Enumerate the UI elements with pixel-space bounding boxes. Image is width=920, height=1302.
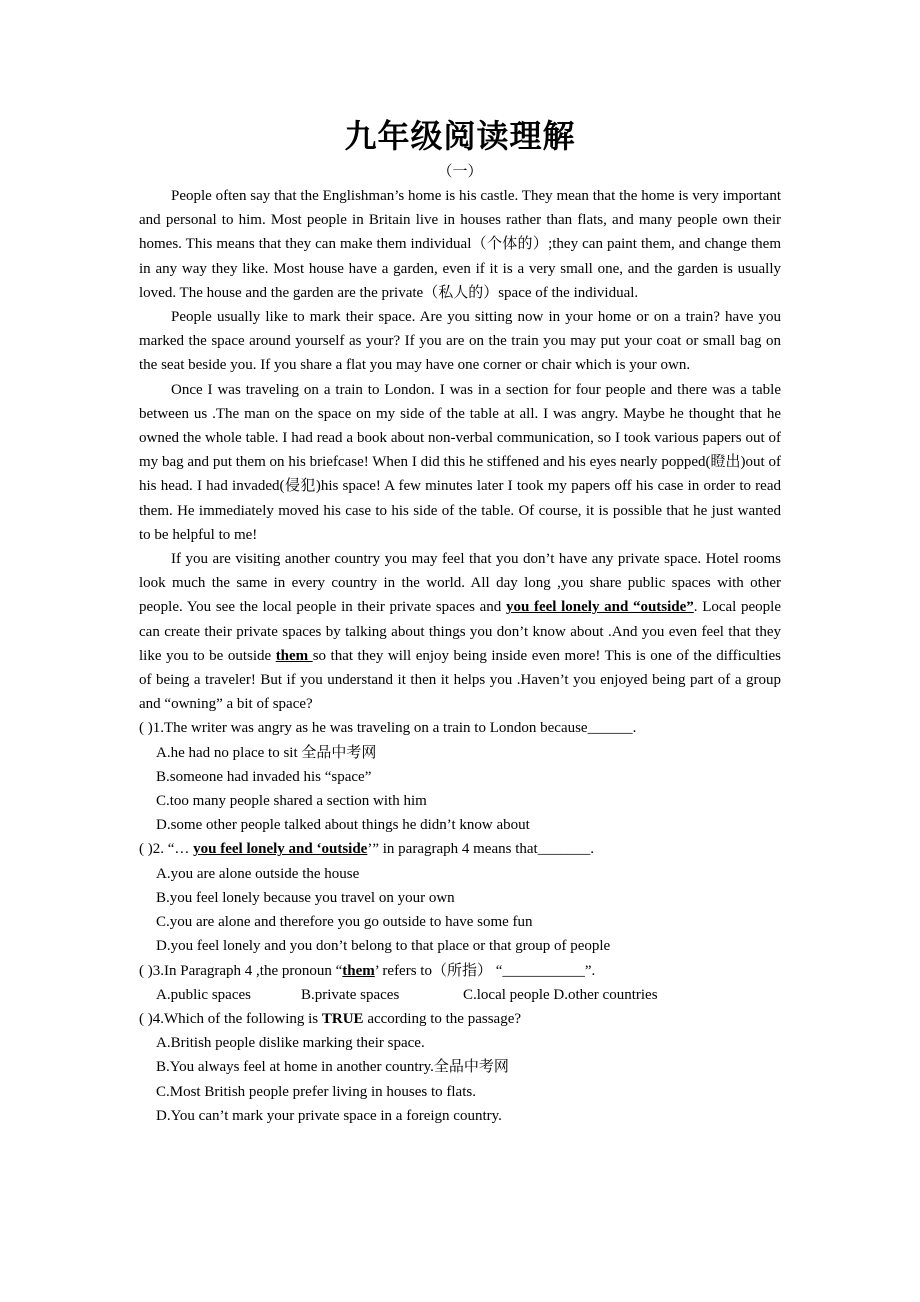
question-2-stem — [139, 837, 781, 861]
question-2-option-c: C.you are alone and therefore you go outside to have some fun — [156, 914, 533, 931]
paragraph-2: People usually like to mark their space. Are you sitting now in your home or on a train? have you marked the space around yourself as your? If you are on the train you may put your coat or small bag on the seat beside you. If you share a flat you may have one corner or chair which is your own. — [139, 309, 781, 374]
paragraph-4-text-c: so that they will enjoy being inside even more! This is one of the difficulties of being a traveler! But if you understand it then it helps you .Haven’t you enjoyed being part of a group and “owning” a bit of space? — [139, 647, 781, 713]
underlined-word-them: them — [275, 647, 313, 664]
page-title: 九年级阅读理解 — [344, 117, 576, 155]
question-3-option-a: A.public spaces — [156, 986, 251, 1003]
question-3-stem — [139, 959, 781, 983]
question-2-option-d: D.you feel lonely and you don’t belong to that place or that group of people — [156, 938, 611, 955]
question-3-option-c: C.local people — [463, 986, 550, 1003]
document-page — [139, 112, 781, 1128]
underlined-phrase-lonely: you feel lonely and “outside” — [505, 599, 694, 616]
question-3-stem-pre: ( )3.In Paragraph 4 ,the pronoun “ — [139, 962, 343, 979]
question-3-options — [156, 983, 781, 1007]
question-4-option-a: A.British people dislike marking their space. — [156, 1035, 425, 1052]
question-3-option-b: B.private spaces — [301, 986, 400, 1003]
question-4-option-c: C.Most British people prefer living in houses to flats. — [156, 1083, 476, 1100]
question-1-option-a: A.he had no place to sit 全品中考网 — [156, 744, 377, 761]
question-4-stem — [139, 1007, 781, 1031]
question-3-underlined-word: them — [342, 962, 375, 979]
question-4-stem-post: according to the passage? — [363, 1010, 522, 1027]
question-4-option-b: B.You always feel at home in another country.全品中考网 — [156, 1059, 509, 1076]
question-2-stem-pre: ( )2. “… — [139, 841, 194, 858]
paragraph-3: Once I was traveling on a train to London. I was in a section for four people and there was a table between us .The man on the space on my side of the table at all. I was angry. Maybe he thought that he owned the whole table. I had read a book about non-verbal communication, so I took various papers out of my bag and put them on his briefcase! When I did this he stiffened and his eyes nearly popped(瞪出)out of his head. I had invaded(侵犯)his space! A few minutes later I took my papers off his case in order to read them. He immediately moved his case to his side of the table. Of course, it is possible that he just wanted to be helpful to me! — [139, 381, 781, 543]
question-2-option-b: B.you feel lonely because you travel on your own — [156, 889, 455, 906]
question-1-stem: ( )1.The writer was angry as he was traveling on a train to London because______. — [139, 720, 637, 737]
paragraph-4-text-b: . Local people can create their private spaces by talking about things you don’t know about .And you even feel that they like you to be outside — [139, 599, 781, 664]
question-1-option-d: D.some other people talked about things he didn’t know about — [156, 817, 530, 834]
question-1-option-b: B.someone had invaded his “space” — [156, 768, 372, 785]
question-2-stem-post: ’” in paragraph 4 means that_______. — [367, 841, 594, 858]
question-3-option-d: D.other countries — [553, 986, 658, 1003]
question-2-underlined-quote: you feel lonely and ‘outside — [193, 841, 368, 858]
section-number: （一） — [437, 162, 483, 180]
paragraph-4-text-a: If you are visiting another country you may feel that you don’t have any private space. Hotel rooms look much the same in every country in the world. All day long ,you share public spaces with other people. You see the local people in their private spaces and — [139, 551, 781, 616]
paragraph-4 — [139, 547, 781, 716]
question-4-stem-pre: ( )4.Which of the following is — [139, 1010, 322, 1027]
question-4-option-d: D.You can’t mark your private space in a foreign country. — [156, 1107, 502, 1124]
question-3-stem-post: ’ refers to（所指） “___________”. — [374, 962, 596, 979]
question-2-option-a: A.you are alone outside the house — [156, 865, 360, 882]
paragraph-1: People often say that the Englishman’s home is his castle. They mean that the home is very important and personal to him. Most people in Britain live in houses rather than flats, and many people own their homes. This means that they can make them individual（个体的）;they can paint them, and change them in any way they like. Most house have a garden, even if it is a very small one, and the garden is usually loved. The house and the garden are the private（私人的）space of the individual. — [139, 188, 781, 301]
question-1-option-c: C.too many people shared a section with him — [156, 793, 427, 810]
question-4-bold-word: TRUE — [321, 1010, 364, 1027]
